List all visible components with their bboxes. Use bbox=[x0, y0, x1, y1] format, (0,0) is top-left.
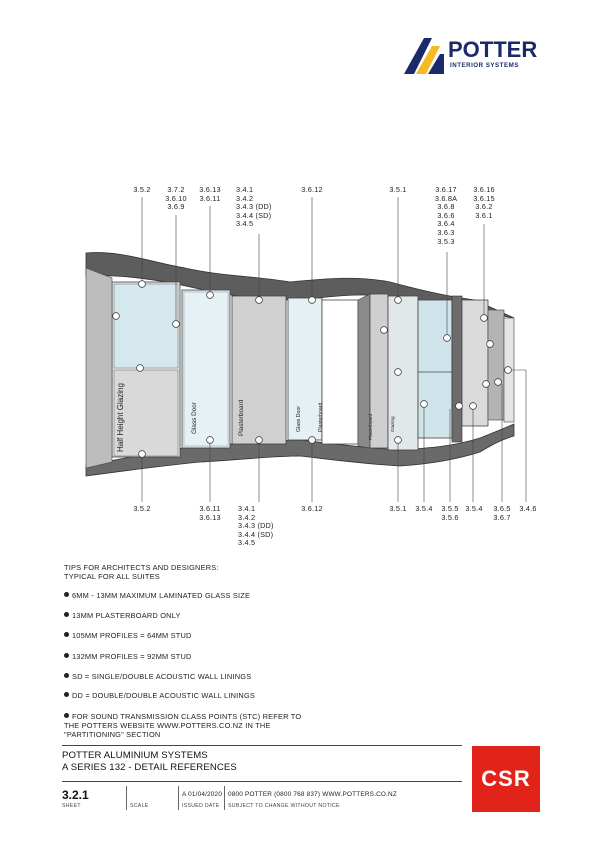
tips-heading bbox=[64, 563, 219, 581]
change-disclaimer: SUBJECT TO CHANGE WITHOUT NOTICE bbox=[228, 803, 340, 809]
csr-logo-text: CSR bbox=[481, 766, 531, 791]
plasterboard-panel-2 bbox=[322, 300, 358, 444]
sheet-number: 3.2.1 bbox=[62, 788, 89, 802]
top-ref-6: 3.5.1 bbox=[389, 185, 407, 194]
brand-name: POTTER bbox=[448, 37, 538, 62]
label-glass-door-2: Glass Door bbox=[296, 406, 302, 432]
bottom-ref-9: 3.6.5 3.6.7 bbox=[493, 504, 511, 522]
bullet-icon bbox=[64, 632, 69, 637]
label-glass-door: Glass Door bbox=[191, 402, 198, 434]
brand-tagline: INTERIOR SYSTEMS bbox=[450, 62, 519, 69]
bottom-ref-10: 3.4.6 bbox=[519, 504, 537, 513]
top-ref-4: 3.4.1 3.4.2 3.4.3 (DD) 3.4.4 (SD) 3.4.5 bbox=[236, 185, 272, 229]
bottom-ref-6: 3.5.4 bbox=[415, 504, 433, 513]
bullet-icon bbox=[64, 592, 69, 597]
col-divider-2 bbox=[178, 786, 179, 810]
bullet-icon bbox=[64, 612, 69, 617]
top-ref-line: 3.5.2 bbox=[133, 185, 151, 194]
tips-heading-line-2: TYPICAL FOR ALL SUITES bbox=[64, 572, 160, 581]
title-rule bbox=[62, 745, 462, 746]
bullet-icon bbox=[64, 692, 69, 697]
bottom-ref-2: 3.6.11 3.6.13 bbox=[199, 504, 221, 522]
col-divider-3 bbox=[224, 786, 225, 810]
label-plasterboard-2: Plasterboard bbox=[318, 402, 324, 432]
bottom-ref-5: 3.5.1 bbox=[389, 504, 407, 513]
top-ref-1 bbox=[126, 186, 158, 195]
tip-item: 6MM - 13MM MAXIMUM LAMINATED GLASS SIZE bbox=[64, 591, 250, 600]
contact-info: 0800 POTTER (0800 768 837) WWW.POTTERS.CO.NZ bbox=[228, 791, 397, 798]
tip-item: 132MM PROFILES = 92MM STUD bbox=[64, 652, 192, 661]
footer-rule bbox=[62, 781, 462, 782]
label-plasterboard-3: Plasterboard bbox=[368, 413, 373, 440]
scale-label: SCALE bbox=[130, 803, 149, 809]
label-glazing: Glazing bbox=[390, 416, 395, 432]
sheet-label: SHEET bbox=[62, 803, 81, 809]
col-divider-1 bbox=[126, 786, 127, 810]
bullet-icon bbox=[64, 653, 69, 658]
top-ref-2: 3.7.2 3.6.10 3.6.9 bbox=[165, 185, 187, 212]
top-ref-3: 3.6.13 3.6.11 bbox=[199, 185, 221, 203]
bottom-ref-1: 3.5.2 bbox=[133, 504, 151, 513]
bottom-ref-4: 3.6.12 bbox=[301, 504, 323, 513]
tips-heading-line-1: TIPS FOR ARCHITECTS AND DESIGNERS: bbox=[64, 563, 219, 572]
bottom-ref-8: 3.5.4 bbox=[465, 504, 483, 513]
label-half-height-glazing: Half Height Glazing bbox=[116, 383, 125, 452]
bullet-icon bbox=[64, 713, 69, 718]
issued-date: A 01/04/2020 bbox=[182, 791, 223, 798]
top-ref-5: 3.6.12 bbox=[301, 185, 323, 194]
tip-stc: FOR SOUND TRANSMISSION CLASS POINTS (STC) REFER TO THE POTTERS WEBSITE WWW.POTTERS.CO.NZ IN THE "PARTITIONING" SECTION bbox=[64, 712, 302, 739]
csr-logo bbox=[472, 746, 540, 812]
half-height-glass bbox=[114, 284, 178, 368]
tip-item: 13MM PLASTERBOARD ONLY bbox=[64, 611, 181, 620]
tip-item: SD = SINGLE/DOUBLE ACOUSTIC WALL LININGS bbox=[64, 672, 251, 681]
title-line-2: A SERIES 132 - DETAIL REFERENCES bbox=[62, 762, 237, 773]
label-plasterboard: Plasterboard bbox=[238, 399, 245, 436]
glass-door-panel-2 bbox=[288, 298, 322, 440]
bullet-icon bbox=[64, 673, 69, 678]
bottom-ref-7: 3.5.5 3.5.6 bbox=[441, 504, 459, 522]
tip-item: DD = DOUBLE/DOUBLE ACOUSTIC WALL LININGS bbox=[64, 691, 255, 700]
top-ref-7: 3.6.17 3.6.8A 3.6.8 3.6.6 3.6.4 3.6.3 3.5.3 bbox=[434, 185, 458, 246]
bottom-ref-3: 3.4.1 3.4.2 3.4.3 (DD) 3.4.4 (SD) 3.4.5 bbox=[238, 504, 274, 548]
title-line-1: POTTER ALUMINIUM SYSTEMS bbox=[62, 750, 208, 761]
top-ref-8: 3.6.16 3.6.15 3.6.2 3.6.1 bbox=[473, 185, 495, 220]
tip-item: 105MM PROFILES = 64MM STUD bbox=[64, 631, 192, 640]
issued-label: ISSUED DATE bbox=[182, 803, 220, 809]
